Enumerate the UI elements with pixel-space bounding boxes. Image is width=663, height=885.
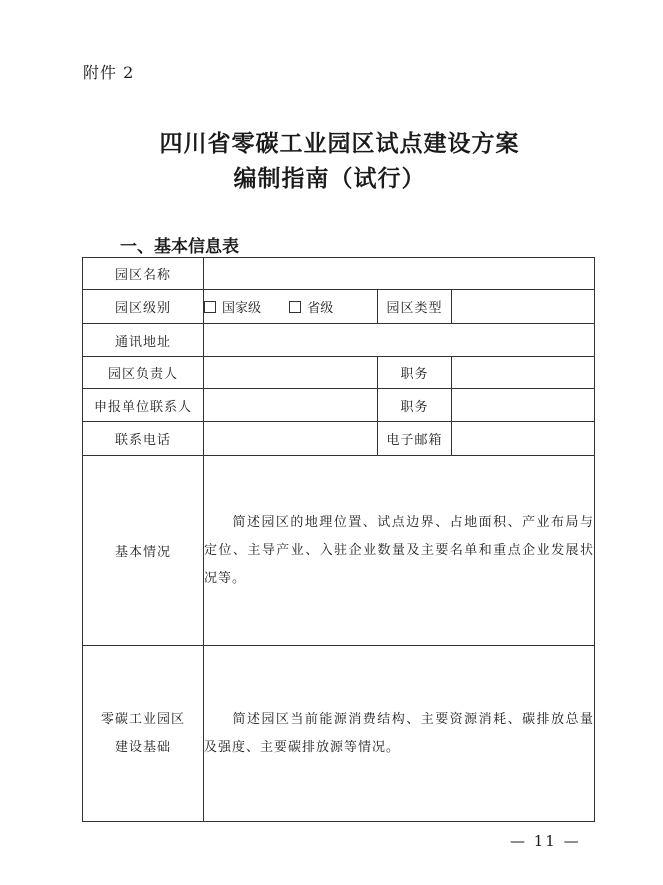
- phone-label: 联系电话: [83, 422, 204, 456]
- table-row: [83, 324, 595, 357]
- contact-position-label: 职务: [378, 389, 452, 422]
- leader-position-label: 职务: [378, 357, 452, 389]
- page-number: — 11 —: [510, 832, 581, 850]
- foundation-label-line1: 零碳工业园区: [100, 711, 185, 727]
- email-label: 电子邮箱: [378, 422, 452, 456]
- national-level-checkbox[interactable]: [204, 301, 216, 313]
- document-title-line1: 四川省零碳工业园区试点建设方案: [159, 130, 520, 157]
- applicant-contact-label: 申报单位联系人: [83, 389, 204, 422]
- basic-info-description: 简述园区的地理位置、试点边界、占地面积、产业布局与定位、主导产业、入驻企业数量及主要名单和重点企业发展状况等。: [204, 514, 595, 586]
- provincial-level-checkbox[interactable]: [289, 301, 301, 313]
- basic-info-field[interactable]: [204, 456, 595, 646]
- table-row: [83, 357, 595, 389]
- park-level-options: [204, 290, 378, 324]
- leader-position-field[interactable]: [452, 357, 595, 389]
- section-heading: 一、基本信息表: [120, 237, 239, 257]
- park-type-field[interactable]: [452, 290, 595, 324]
- foundation-label-line2: 建设基础: [114, 739, 171, 755]
- email-field[interactable]: [452, 422, 595, 456]
- park-leader-label: 园区负责人: [83, 357, 204, 389]
- provincial-level-label: 省级: [307, 301, 334, 316]
- basic-info-label: 基本情况: [83, 456, 204, 646]
- table-row: [83, 389, 595, 422]
- contact-position-field[interactable]: [452, 389, 595, 422]
- table-row: [83, 422, 595, 456]
- table-row: [83, 456, 595, 646]
- attachment-label: 附件 2: [83, 63, 135, 82]
- foundation-field[interactable]: [204, 646, 595, 822]
- foundation-label: [83, 646, 204, 822]
- park-name-field[interactable]: [204, 258, 595, 290]
- table-row: [83, 646, 595, 822]
- phone-field[interactable]: [204, 422, 378, 456]
- address-label: 通讯地址: [83, 324, 204, 357]
- park-level-label: 园区级别: [83, 290, 204, 324]
- applicant-contact-field[interactable]: [204, 389, 378, 422]
- document-title-line2: 编制指南（试行）: [233, 165, 426, 192]
- park-name-label: 园区名称: [83, 258, 204, 290]
- national-level-label: 国家级: [222, 301, 262, 316]
- table-row: [83, 290, 595, 324]
- park-leader-field[interactable]: [204, 357, 378, 389]
- table-row: [83, 258, 595, 290]
- park-type-label: 园区类型: [378, 290, 452, 324]
- basic-info-table: [82, 257, 595, 822]
- foundation-description: 简述园区当前能源消费结构、主要资源消耗、碳排放总量及强度、主要碳排放源等情况。: [204, 711, 595, 755]
- address-field[interactable]: [204, 324, 595, 357]
